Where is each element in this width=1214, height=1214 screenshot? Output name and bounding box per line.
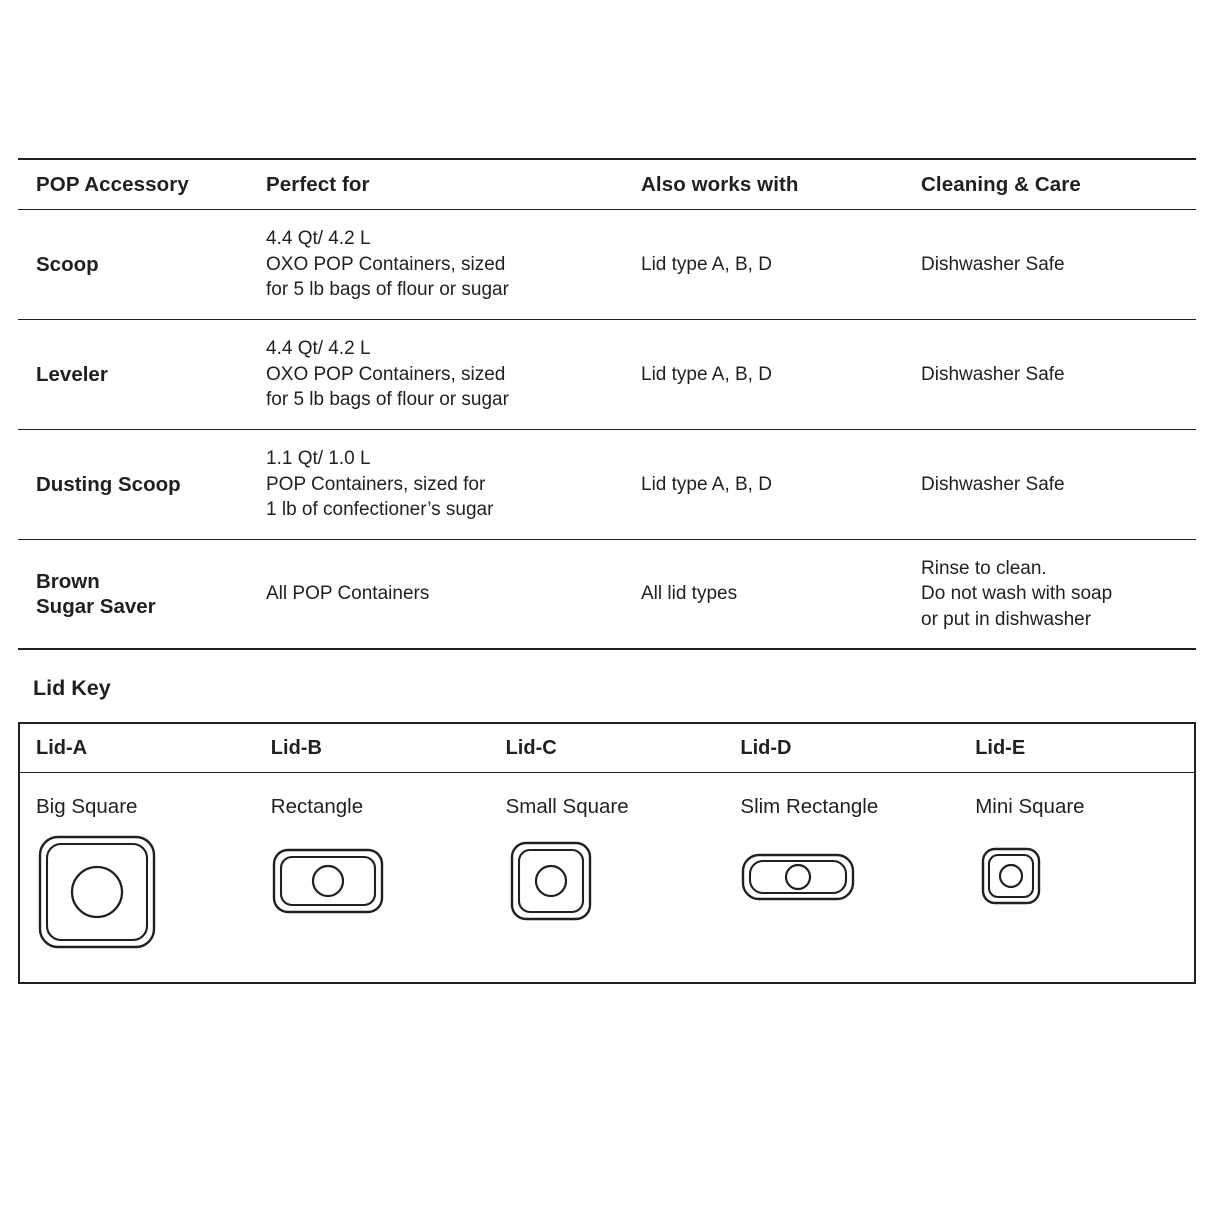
lid-column-header-d: Lid-D xyxy=(740,736,792,759)
perfect-for-line: for 5 lb bags of flour or sugar xyxy=(266,279,509,301)
column-header-perfect-for: Perfect for xyxy=(266,172,370,196)
lid-shape-name-c: Small Square xyxy=(505,795,629,818)
accessory-name-line: Sugar Saver xyxy=(36,595,156,618)
column-header-also-works-with: Also works with xyxy=(641,172,799,196)
pop-accessory-table xyxy=(18,158,1196,650)
table-row xyxy=(18,430,1196,540)
lid-column-header-c: Lid-C xyxy=(505,736,557,759)
also-works-with-line: All lid types xyxy=(641,583,738,605)
lid-column-header-a: Lid-A xyxy=(36,736,88,759)
lid-cell-d xyxy=(724,773,959,983)
perfect-for-line: 1.1 Qt/ 1.0 L xyxy=(266,448,371,470)
lid-shape-name-a: Big Square xyxy=(36,795,138,818)
lid-shape-name-b: Rectangle xyxy=(270,795,364,818)
lid-column-header-b: Lid-B xyxy=(270,736,322,759)
big-square-lid-icon xyxy=(36,819,255,953)
lid-key-table xyxy=(18,722,1196,984)
lid-cell-b xyxy=(255,773,490,983)
cleaning-care-line: Dishwasher Safe xyxy=(921,253,1065,275)
perfect-for-line: 1 lb of confectioner’s sugar xyxy=(266,499,494,521)
table-row xyxy=(18,540,1196,648)
accessory-name: Leveler xyxy=(36,363,108,386)
cleaning-care-line: or put in dishwasher xyxy=(921,608,1092,630)
accessory-name-line: Brown xyxy=(36,570,100,593)
perfect-for-line: 4.4 Qt/ 4.2 L xyxy=(266,338,371,360)
cleaning-care-line: Dishwasher Safe xyxy=(921,473,1065,495)
lid-cell-a xyxy=(20,773,255,983)
column-header-accessory: POP Accessory xyxy=(36,172,189,196)
table-row xyxy=(18,320,1196,430)
cleaning-care-line: Do not wash with soap xyxy=(921,583,1113,605)
table-row xyxy=(18,210,1196,320)
lid-shape-name-d: Slim Rectangle xyxy=(740,795,879,818)
slim-rectangle-lid-icon xyxy=(740,819,959,953)
also-works-with-line: Lid type A, B, D xyxy=(641,253,772,275)
perfect-for-line: OXO POP Containers, sized xyxy=(266,363,506,385)
small-square-lid-icon xyxy=(506,819,725,953)
table-header-row xyxy=(18,160,1196,210)
lid-cell-c xyxy=(490,773,725,983)
cleaning-care-line: Rinse to clean. xyxy=(921,557,1047,579)
perfect-for-line: for 5 lb bags of flour or sugar xyxy=(266,389,509,411)
column-header-cleaning-care: Cleaning & Care xyxy=(921,172,1081,196)
mini-square-lid-icon xyxy=(975,819,1194,953)
lid-shape-name-e: Mini Square xyxy=(975,795,1085,818)
also-works-with-line: Lid type A, B, D xyxy=(641,473,772,495)
perfect-for-line: OXO POP Containers, sized xyxy=(266,253,506,275)
lid-key-header-row xyxy=(20,724,1194,773)
also-works-with-line: Lid type A, B, D xyxy=(641,363,772,385)
rectangle-lid-icon xyxy=(271,819,490,953)
accessory-name: Scoop xyxy=(36,253,99,276)
perfect-for-line: 4.4 Qt/ 4.2 L xyxy=(266,228,371,250)
lid-cell-e xyxy=(959,773,1194,983)
accessory-name: Dusting Scoop xyxy=(36,473,181,496)
lid-key-title: Lid Key xyxy=(33,676,111,700)
lid-key-body-row xyxy=(20,773,1194,983)
cleaning-care-line: Dishwasher Safe xyxy=(921,363,1065,385)
perfect-for-line: All POP Containers xyxy=(266,583,430,605)
lid-column-header-e: Lid-E xyxy=(975,736,1026,759)
perfect-for-line: POP Containers, sized for xyxy=(266,473,486,495)
